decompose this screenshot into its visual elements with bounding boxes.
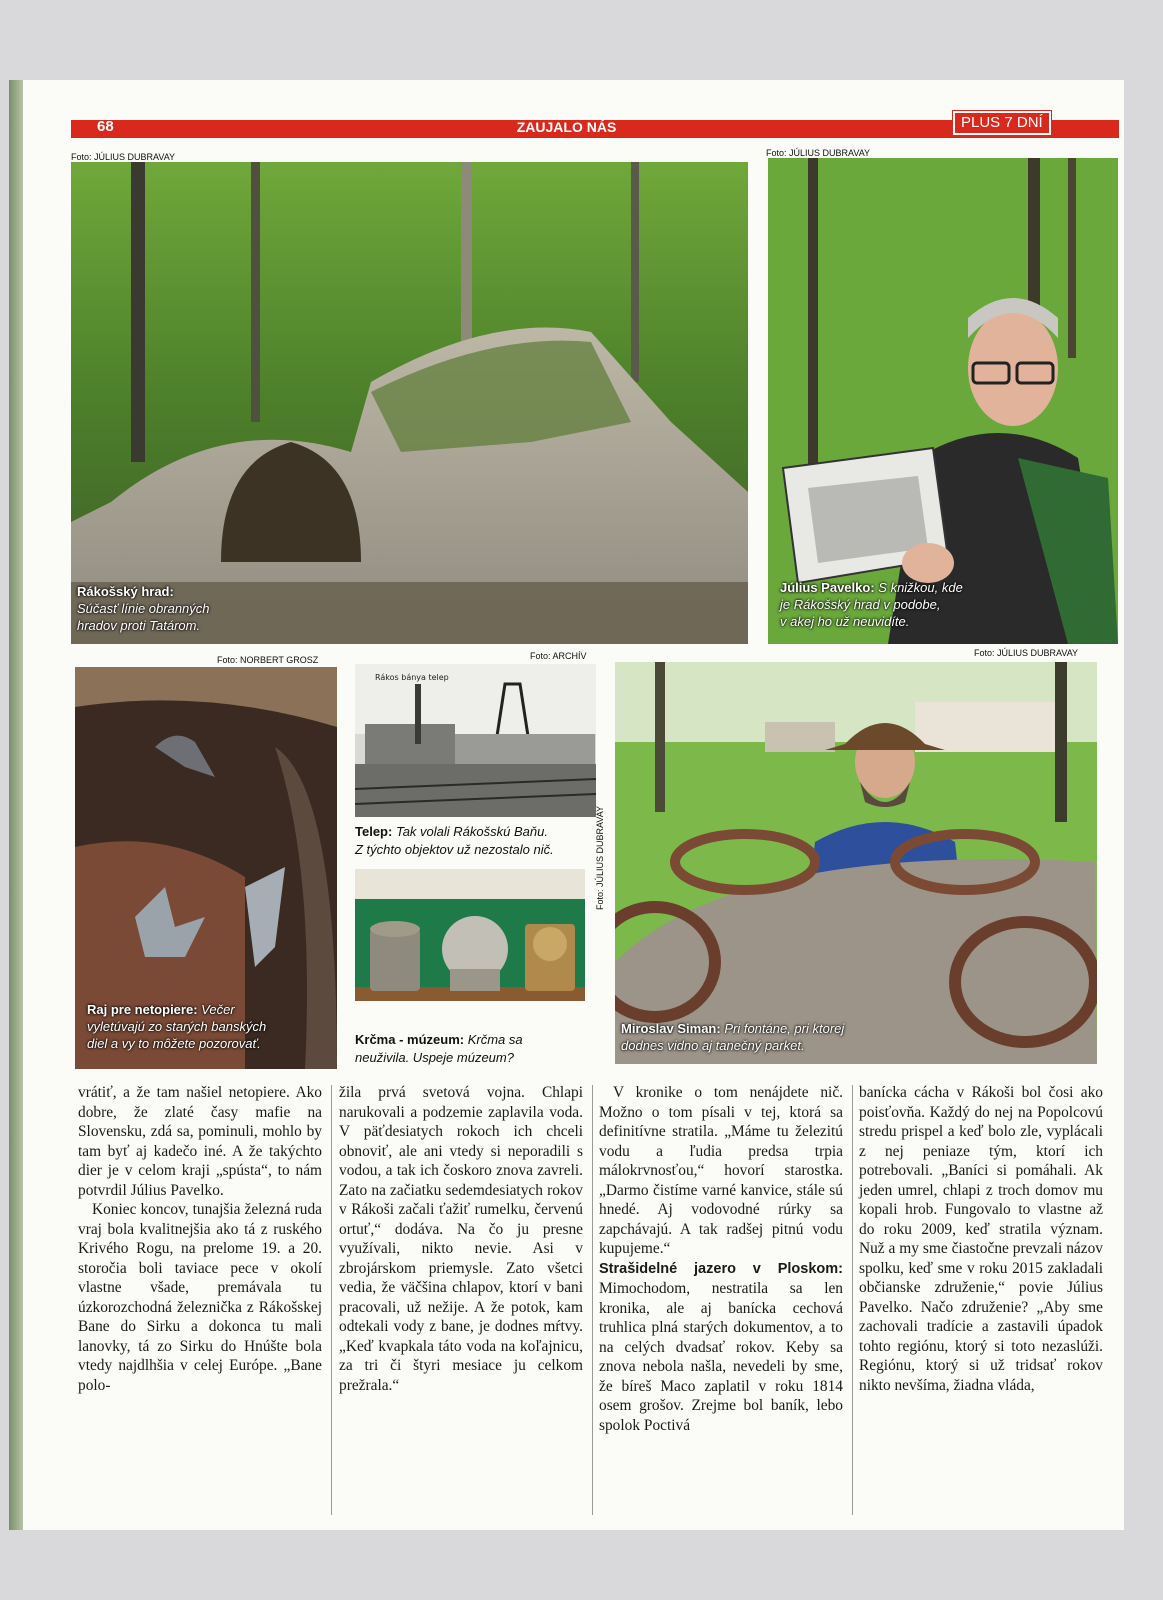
column-divider: [592, 1085, 593, 1515]
caption-pavelko-title: Július Pavelko:: [780, 580, 875, 595]
column-divider: [852, 1085, 853, 1515]
photo-credit-bats: Foto: NORBERT GROSZ: [217, 655, 319, 665]
caption-bats-first: Večer: [201, 1002, 235, 1017]
photo-credit-siman: Foto: JÚLIUS DUBRAVAY: [974, 648, 1079, 658]
article-column-1: [78, 1083, 322, 1395]
photo-credit-telep: Foto: ARCHÍV: [530, 651, 587, 661]
col1-paragraph-2: Koniec koncov, tunajšia železná ruda vraj bola kvalitnejšia ako tá z ruského Krivého Rogu, na prelome 19. a 20. storočia boli taviace pece v okolí vlastne všade, premávala tu úzkorozchodná železnička z Rákošskej Bane do Sirku a dokonca tu mali lanovky, tá zo Sirku do Hnúšte bola vtedy najdlhšia v celej Európe. „Bane polo-: [78, 1201, 322, 1394]
fountain-portrait-image: [615, 662, 1097, 1064]
photo-credit-castle: Foto: JÚLIUS DUBRAVAY: [71, 152, 176, 162]
magazine-badge: PLUS 7 DNÍ: [953, 111, 1051, 135]
lamps-photo: [355, 869, 585, 1001]
magazine-page: [9, 80, 1124, 1530]
caption-bats-line-1: vyletúvajú zo starých banských: [87, 1019, 267, 1034]
col4-paragraph-1: banícka cácha v Rákoši bol čosi ako poisťovňa. Každý do nej na Popolcovú stredu prispel a keď bolo zle, vyplácali z nej peniaze tým, ktorí ich potrebovali. „Baníci si pomáhali. Ak jeden umrel, chlapi z troch domov mu kopali hrob. Fungovalo to vlastne až do roku 2009, keď stratila význam. Nuž a my sme čiastočne prevzali názov spolku, keď sme v roku 2015 zakladali občianske združenie,“ povie Július Pavelko. Načo združenie? „Aby sme zachovali tradície a zastavili úpadok tohto regiónu, ktorý si toto nezaslúži. Regiónu, ktorý si už tridsať rokov nikto nevšíma, žiadna vláda,: [859, 1084, 1103, 1394]
miner-lamps-image: [355, 869, 585, 1001]
caption-lamps-first: Krčma sa: [467, 1032, 523, 1047]
photo-credit-pavelko: Foto: JÚLIUS DUBRAVAY: [766, 148, 871, 158]
caption-bats-title: Raj pre netopiere:: [87, 1002, 198, 1017]
caption-telep-first: Tak volali Rákošskú Baňu.: [395, 824, 548, 839]
caption-siman-line-1: dodnes vidno aj tanečný parket.: [621, 1038, 805, 1053]
col1-paragraph-1: vrátiť, a že tam našiel netopiere. Ako dobre, že zlaté časy mafie na Slovensku, zdá sa, pominuli, mohlo by tam byť aj kadečo iné. A že takýchto dier je v celom kraji „spústa“, to nám potvrdil Július Pavelko.: [78, 1084, 322, 1199]
caption-lamps-line-1: neuživila. Uspeje múzeum?: [355, 1050, 514, 1065]
caption-castle-line-2: hradov proti Tatárom.: [77, 618, 201, 633]
article-column-2: [339, 1083, 583, 1395]
caption-pavelko: [780, 579, 963, 630]
pavelko-photo: [768, 158, 1118, 644]
subheading-ghost-lake: Strašidelné jazero v Ploskom:: [599, 1260, 843, 1277]
caption-siman: [621, 1020, 844, 1054]
portrait-with-book-image: [768, 158, 1118, 644]
previous-page-edge: [9, 80, 23, 1530]
caption-siman-first: Pri fontáne, pri ktorej: [724, 1021, 845, 1036]
caption-bats-line-2: diel a vy to môžete pozorovať.: [87, 1036, 261, 1051]
castle-ruin-image: [71, 162, 748, 644]
caption-lamps-title: Krčma - múzeum:: [355, 1032, 465, 1047]
caption-pavelko-line-1: je Rákošský hrad v podobe,: [780, 597, 941, 612]
caption-castle-title: Rákošský hrad:: [77, 584, 174, 599]
castle-photo: [71, 162, 748, 644]
caption-siman-title: Miroslav Siman:: [621, 1021, 721, 1036]
column-divider: [331, 1085, 332, 1515]
siman-photo: [615, 662, 1097, 1064]
caption-bats: [87, 1001, 266, 1052]
section-title: ZAUJALO NÁS: [516, 119, 617, 135]
col3-paragraph-1: V kronike o tom nenájdete nič. Možno o tom písali v tej, ktorá sa definitívne stratila. „Máme tu železitú vodu a ľudia predsa trpia málokrvnosťou,“ hovorí starostka. „Darmo čistíme varné kanvice, stále sú hnedé. Aj vodovodné rúrky sa zapchávajú. A tak radšej pitnú vodu kupujeme.“: [599, 1084, 843, 1257]
page-number: 68: [97, 118, 114, 135]
bats-photo: [75, 667, 337, 1069]
telep-photo: [355, 664, 596, 817]
article-column-4: [859, 1083, 1103, 1395]
photo-credit-lamps: Foto: JÚLIUS DUBRAVAY: [595, 805, 605, 910]
caption-castle: [77, 583, 210, 634]
old-mine-photo-image: [355, 664, 596, 817]
col2-paragraph-1: žila prvá svetová vojna. Chlapi narukovali a podzemie zaplavila voda. V päťdesiatych rokoch ich chceli obnoviť, ale ani vtedy si neporadili s vodou, a tak ich čoskoro znova zavreli. Zato na začiatku sedemdesiatych rokov v Rákoši začali ťažiť rumelku, červenú ortuť,“ dodáva. Na čo ju presne využívali, nikto nevie. Asi v zbrojárskom priemysle. Zato všetci vedia, že väčšina chlapov, ktorí v bani pracovali, už nežije. A že potok, kam odtekali vody z bane, je dodnes mŕtvy. „Keď kvapkala táto voda na koľajnicu, za tri či štyri mesiace ju celkom prežrala.“: [339, 1084, 583, 1394]
caption-castle-line-1: Súčasť línie obranných: [77, 601, 210, 616]
article-column-3: [599, 1083, 843, 1435]
caption-telep-title: Telep:: [355, 824, 393, 839]
caption-pavelko-line-2: v akej ho už neuvidíte.: [780, 614, 910, 629]
caption-lamps: [355, 1031, 523, 1067]
caption-telep: [355, 823, 554, 859]
caption-telep-line-1: Z týchto objektov už nezostalo nič.: [355, 842, 554, 857]
caption-pavelko-first: S knižkou, kde: [878, 580, 963, 595]
old-photo-label: Rákos bánya telep: [375, 673, 449, 682]
col3-paragraph-2: Mimochodom, nestratila sa len kronika, ale aj banícka cechová truhlica plná starých dokumentov, a to na celých dvadsať rokov. Keby sa znova nebola našla, nevedeli by sme, že bíreš Maco zaplatil v roku 1814 osem grošov. Zrejme bol baník, lebo spolok Poctivá: [599, 1280, 843, 1434]
